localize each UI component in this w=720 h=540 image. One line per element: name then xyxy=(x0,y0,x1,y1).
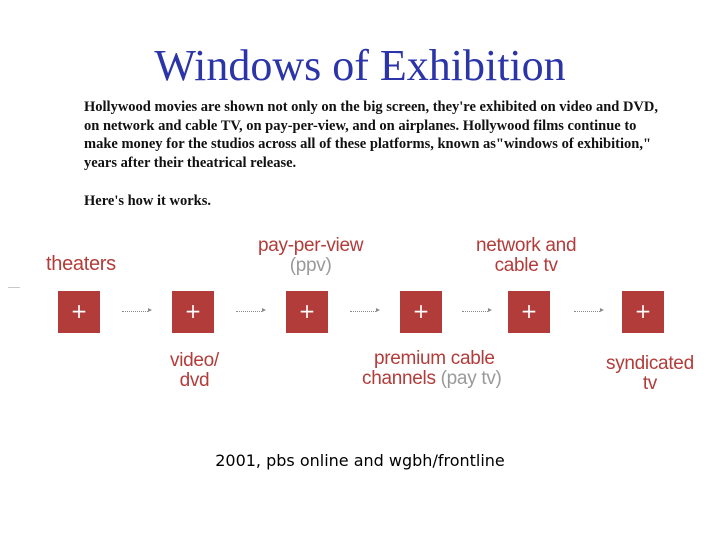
label-premium-cable: premium cable channels (pay tv) xyxy=(362,348,502,389)
credit-text: 2001, pbs online and wgbh/frontline xyxy=(215,451,505,470)
arrow-1 xyxy=(122,311,148,313)
label-theaters: theaters xyxy=(46,253,116,275)
arrow-2 xyxy=(236,311,262,313)
arrow-4 xyxy=(462,311,488,313)
arrow-5 xyxy=(574,311,600,313)
node-box-premium: + xyxy=(400,291,442,333)
label-network-cable: network and cable tv xyxy=(476,235,577,276)
howto-text: Here's how it works. xyxy=(84,193,212,209)
label-syndicated-tv: syndicated tv xyxy=(606,353,694,394)
label-pay-per-view: pay-per-view (ppv) xyxy=(258,235,364,276)
label-video-dvd: video/ dvd xyxy=(170,350,219,391)
node-box-network: + xyxy=(508,291,550,333)
node-box-ppv: + xyxy=(286,291,328,333)
page-title: Windows of Exhibition xyxy=(154,41,566,90)
node-box-video: + xyxy=(172,291,214,333)
intro-paragraph: Hollywood movies are shown not only on the big screen, they're exhibited on video and DVD, on network and cable TV, on pay-per-view, and on airplanes. Hollywood films continue to make money for the studios across all of these platforms, known as"windows of exhibition," years after their theatrical release. xyxy=(84,99,658,171)
divider-mark xyxy=(8,287,20,288)
node-box-syndicated: + xyxy=(622,291,664,333)
arrow-3 xyxy=(350,311,376,313)
node-box-theaters: + xyxy=(58,291,100,333)
